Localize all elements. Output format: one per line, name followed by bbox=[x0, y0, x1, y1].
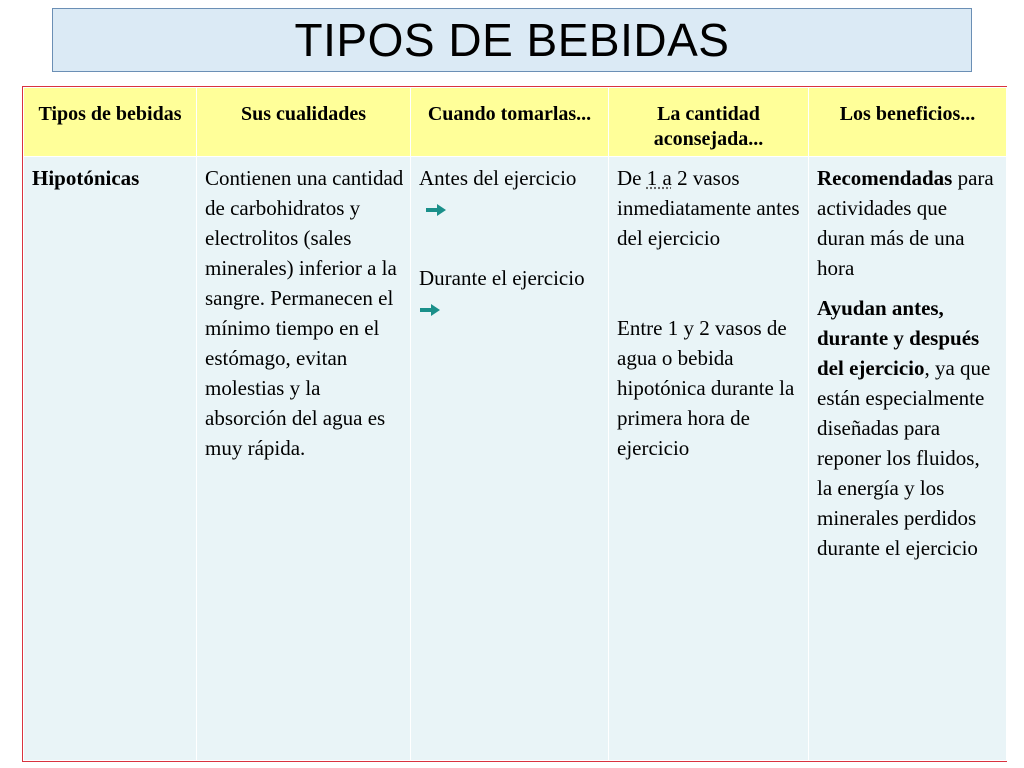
amount-before-underlined: 1 a bbox=[646, 166, 672, 190]
arrow-right-icon bbox=[425, 203, 447, 217]
table-header-row bbox=[24, 88, 1007, 157]
when-before-block bbox=[419, 163, 602, 223]
cell-benefits bbox=[809, 157, 1007, 761]
header-beneficios: Los beneficios... bbox=[809, 88, 1007, 157]
table-row bbox=[24, 157, 1007, 761]
header-tipos: Tipos de bebidas bbox=[24, 88, 197, 157]
benefit-2-bold: Ayudan antes, durante y después del ejercicio bbox=[817, 296, 980, 380]
cell-amount bbox=[609, 157, 809, 761]
header-cualidades: Sus cualidades bbox=[197, 88, 411, 157]
amount-before-prefix: De bbox=[617, 166, 647, 190]
beverages-table-container bbox=[22, 86, 1007, 762]
amount-before-block bbox=[617, 163, 802, 253]
benefit-1-bold: Recomendadas bbox=[817, 166, 953, 190]
amount-spacer bbox=[617, 253, 802, 313]
beverages-table bbox=[23, 87, 1007, 761]
cell-type: Hipotónicas bbox=[24, 157, 197, 761]
cell-when bbox=[411, 157, 609, 761]
when-spacer bbox=[419, 223, 602, 263]
benefit-2-text: , ya que están especialmente diseñadas para reponer los fluidos, la energía y los minerales perdidos durante el ejercicio bbox=[817, 356, 991, 560]
page-title: TIPOS DE BEBIDAS bbox=[294, 14, 730, 66]
arrow-right-icon bbox=[419, 303, 441, 317]
when-during-text: Durante el ejercicio bbox=[419, 266, 585, 290]
amount-before-suffix: 2 vasos inmediatamente antes del ejercicio bbox=[617, 166, 800, 250]
cell-qualities: Contienen una cantidad de carbohidratos y electrolitos (sales minerales) inferior a la sangre. Permanecen el mínimo tiempo en el estómago, evitan molestias y la absorción del agua es muy rápida. bbox=[197, 157, 411, 761]
header-cuando: Cuando tomarlas... bbox=[411, 88, 609, 157]
when-before-text: Antes del ejercicio bbox=[419, 166, 577, 190]
title-banner bbox=[52, 8, 972, 72]
benefit-1-block bbox=[817, 163, 1000, 283]
amount-during-block: Entre 1 y 2 vasos de agua o bebida hipotónica durante la primera hora de ejercicio bbox=[617, 316, 795, 460]
benefit-2-block bbox=[817, 293, 1000, 563]
header-cantidad: La cantidad aconsejada... bbox=[609, 88, 809, 157]
benefit-1-text: para actividades que duran más de una hora bbox=[817, 166, 994, 280]
benefit-spacer bbox=[817, 283, 1000, 293]
when-during-block bbox=[419, 263, 602, 323]
